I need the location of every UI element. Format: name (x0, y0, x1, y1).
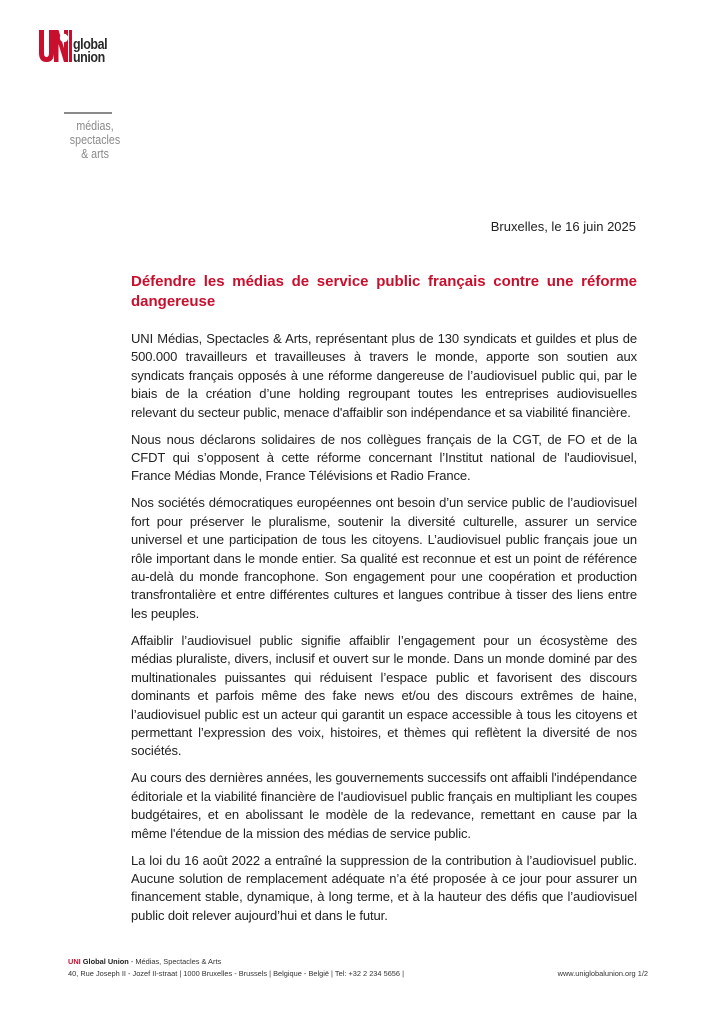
footer-website-page[interactable]: www.uniglobalunion.org 1/2 (557, 969, 648, 978)
footer-contact (68, 968, 648, 980)
logo-sector-line-1: médias, (76, 118, 114, 133)
body-paragraph: UNI Médias, Spectacles & Arts, représentant plus de 130 syndicats et guildes et plus de 500.000 travailleurs et travailleuses à travers le monde, apporte son soutien aux syndicats français opposés à une réforme dangereuse de l’audiovisuel public qui, par le biais de la création d’une holding regroupant toutes les entreprises audiovisuelles relevant du secteur public, menace d'affaiblir son indépendance et sa viabilité financière. (131, 331, 637, 420)
page-footer (68, 956, 648, 980)
uni-logo-mark-icon (38, 28, 72, 64)
body-paragraph: Au cours des dernières années, les gouvernements successifs ont affaibli l'indépendance éditoriale et la viabilité financière de l'audiovisuel public français en multipliant les coupes budgétaires, et en abolissant le modèle de la redevance, remettant en cause par la même l'étendue de la mission des médias de service public. (131, 770, 637, 841)
logo-sector-line-2: spectacles (69, 132, 121, 147)
logo-divider (64, 112, 112, 114)
footer-address: 40, Rue Joseph II - Jozef II-straat | 1000 Bruxelles - Brussels | Belgique - België | Tel: +32 2 234 5656 | (68, 969, 404, 978)
letter-body (131, 330, 637, 934)
uni-global-union-logo (38, 28, 148, 161)
logo-word-union: union (73, 50, 105, 66)
body-paragraph: Nos sociétés démocratiques européennes ont besoin d’un service public de l’audiovisuel fort pour préserver le pluralisme, soutenir la diversité culturelle, assurer un service universel et une participation de tous les citoyens. L’audiovisuel public français joue un rôle important dans le monde entier. Sa qualité est reconnue et est un point de référence au-delà du monde francophone. Son engagement pour une coopération et production transfrontalière et entre différentes cultures et langues contribue à tisser des liens entre les peuples. (131, 495, 637, 621)
logo-word-global: global (73, 37, 108, 53)
footer-brand-global-union: Global Union (82, 957, 129, 966)
logo-wordmark (73, 39, 133, 65)
footer-organisation (68, 956, 648, 968)
logo-sector-name (58, 119, 132, 161)
body-paragraph: Affaiblir l’audiovisuel public signifie affaiblir l’engagement pour un écosystème des médias pluraliste, divers, inclusif et ouvert sur le monde. Dans un monde dominé par des multinationales puissantes qui réduisent l’espace public et favorisent des discours dominants et parfois même des fake news et/ou des discours extrêmes de haine, l’audiovisuel public est un acteur qui garantit un espace accessible à tous les citoyens et permettant l’expression des voix, histoires, et thèmes qui reflètent la diversité de nos sociétés. (131, 632, 637, 759)
letter-title: Défendre les médias de service public français contre une réforme dangereuse (131, 273, 637, 310)
letter-date: Bruxelles, le 16 juin 2025 (490, 219, 636, 234)
logo-sector-line-3: & arts (81, 146, 109, 161)
body-paragraph: La loi du 16 août 2022 a entraîné la suppression de la contribution à l’audiovisuel public. Aucune solution de remplacement adéquate n’a été proposée à ce jour pour assurer un financement stable, dynamique, à long terme, et à la hauteur des défis que l’audiovisuel public doit relever aujourd’hui et dans le futur. (131, 852, 637, 923)
body-paragraph: Nous nous déclarons solidaires de nos collègues français de la CGT, de FO et de la CFDT qui s’opposent à cette réforme concernant l’Institut national de l'audiovisuel, France Médias Monde, France Télévisions et Radio France. (131, 431, 637, 484)
footer-brand-uni: UNI (68, 957, 81, 966)
footer-brand-sector: - Médias, Spectacles & Arts (128, 957, 222, 966)
